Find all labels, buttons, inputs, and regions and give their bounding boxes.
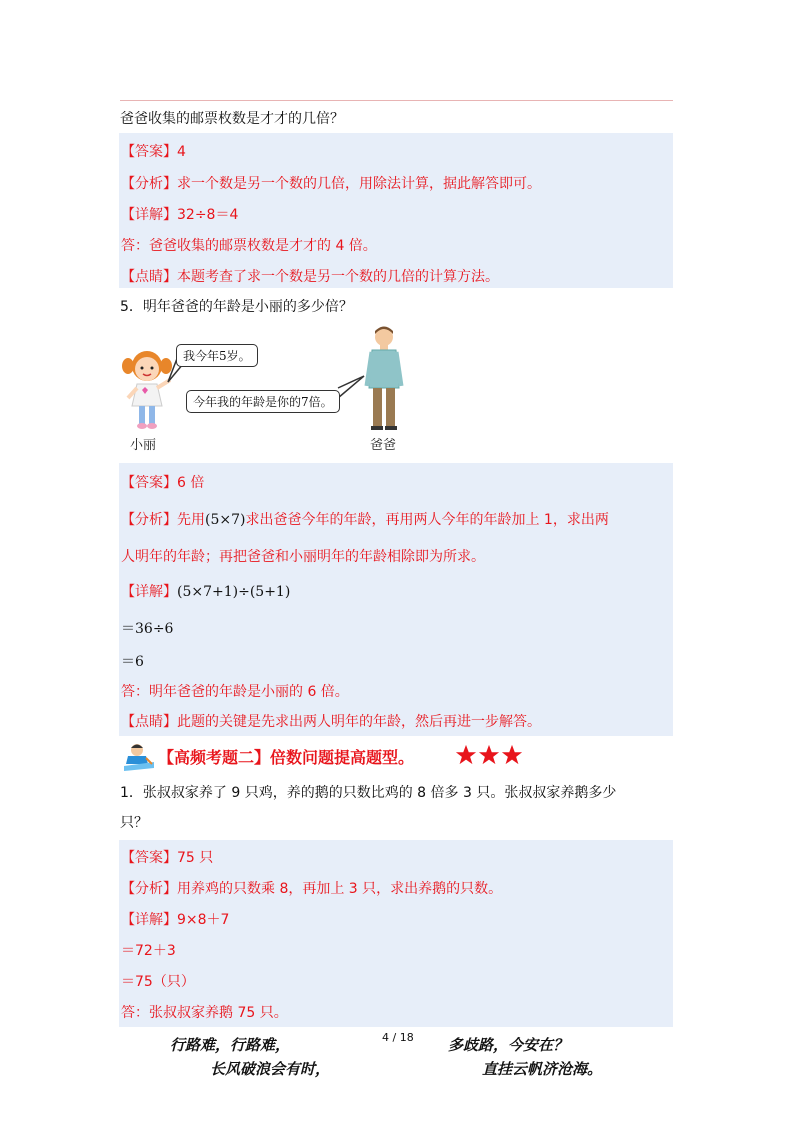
dad-figure xyxy=(362,326,406,432)
page-number: 4 / 18 xyxy=(382,1031,414,1044)
detail-step-2: ＝75（只） xyxy=(121,974,195,990)
analysis-text: 求一个数是另一个数的几倍，用除法计算，据此解答即可。 xyxy=(177,176,541,192)
dad-caption: 爸爸 xyxy=(370,438,397,453)
comment-line xyxy=(121,266,499,286)
analysis-label: 【分析】 xyxy=(121,881,177,897)
answer-line-5 xyxy=(121,472,204,492)
answer-label: 【答案】 xyxy=(121,144,177,160)
detail-line-5 xyxy=(121,581,290,601)
question-1-line-1: 1．张叔叔家养了 9 只鸡，养的鹅的只数比鸡的 8 倍多 3 只。张叔叔家养鹅多少 xyxy=(120,785,617,801)
analysis-line-1 xyxy=(121,878,502,898)
analysis-expression: (5×7) xyxy=(205,512,246,528)
analysis-line xyxy=(121,173,541,193)
star-icon xyxy=(501,744,523,766)
header-rule xyxy=(120,100,673,101)
girl-speech-bubble: 我今年5岁。 xyxy=(176,344,258,367)
question-text: 爸爸收集的邮票枚数是才才的几倍？ xyxy=(120,111,344,127)
detail-step-1: ＝36÷6 xyxy=(121,621,174,637)
star-icon xyxy=(455,744,477,766)
girl-caption: 小丽 xyxy=(130,438,157,453)
detail-expression: (5×7+1)÷(5+1) xyxy=(177,584,291,600)
answer-label: 【答案】 xyxy=(121,475,177,491)
detail-label: 【详解】 xyxy=(121,207,177,223)
footer-poem-line-1-right: 多歧路，今安在？ xyxy=(448,1036,569,1054)
comment-text: 本题考查了求一个数是另一个数的几倍的计算方法。 xyxy=(177,269,499,285)
detail-label: 【详解】 xyxy=(121,912,177,928)
detail-label: 【详解】 xyxy=(121,584,177,600)
illustration xyxy=(118,322,418,457)
analysis-text-post: 求出爸爸今年的年龄，再用两人今年的年龄加上 1，求出两 xyxy=(245,512,609,528)
analysis-line-5b: 人明年的年龄；再把爸爸和小丽明年的年龄相除即为所求。 xyxy=(121,549,485,565)
dad-speech-bubble: 今年我的年龄是你的7倍。 xyxy=(186,390,340,413)
footer-poem-line-1-left: 行路难，行路难， xyxy=(170,1036,291,1054)
answer-label: 【答案】 xyxy=(121,850,177,866)
student-writing-icon xyxy=(122,742,156,772)
detail-step-2: ＝6 xyxy=(121,654,144,670)
footer-poem-line-2-left: 长风破浪会有时， xyxy=(210,1060,331,1078)
comment-text: 此题的关键是先求出两人明年的年龄，然后再进一步解答。 xyxy=(177,714,541,730)
analysis-label: 【分析】 xyxy=(121,512,177,528)
comment-label: 【点睛】 xyxy=(121,269,177,285)
star-icon xyxy=(478,744,500,766)
reply-line: 答：爸爸收集的邮票枚数是才才的 4 倍。 xyxy=(121,238,377,254)
question-5-text: 5．明年爸爸的年龄是小丽的多少倍？ xyxy=(120,299,353,315)
analysis-text: 用养鸡的只数乘 8，再加上 3 只，求出养鹅的只数。 xyxy=(177,881,503,897)
footer-poem-line-2-right: 直挂云帆济沧海。 xyxy=(482,1060,603,1078)
reply-line-1: 答：张叔叔家养鹅 75 只。 xyxy=(121,1005,288,1021)
analysis-line-5 xyxy=(121,509,609,529)
answer-value: 4 xyxy=(177,144,186,160)
answer-line xyxy=(121,141,186,161)
comment-line-5 xyxy=(121,711,541,731)
comment-label: 【点睛】 xyxy=(121,714,177,730)
analysis-text-pre: 先用 xyxy=(177,512,205,528)
section-title: 【高频考题二】倍数问题提高题型。 xyxy=(158,748,415,767)
detail-text: 9×8＋7 xyxy=(177,912,230,928)
question-1-line-2: 只？ xyxy=(120,815,148,831)
detail-line xyxy=(121,204,238,224)
detail-text: 32÷8＝4 xyxy=(177,207,239,223)
answer-value: 6 倍 xyxy=(177,475,205,491)
answer-line-1 xyxy=(121,847,213,867)
analysis-label: 【分析】 xyxy=(121,176,177,192)
answer-box-1 xyxy=(119,840,673,1027)
reply-line-5: 答：明年爸爸的年龄是小丽的 6 倍。 xyxy=(121,684,349,700)
answer-value: 75 只 xyxy=(177,850,214,866)
detail-line-1 xyxy=(121,909,229,929)
detail-step-1: ＝72＋3 xyxy=(121,943,176,959)
